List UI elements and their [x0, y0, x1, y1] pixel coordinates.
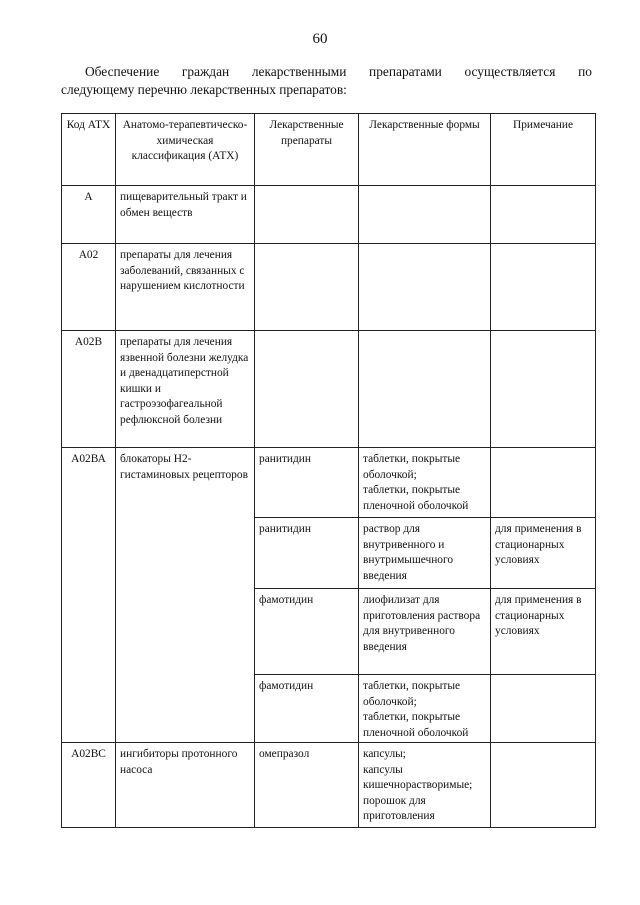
header-note: Примечание [491, 114, 596, 186]
note-cell: для применения в стационарных условиях [491, 589, 596, 675]
drug-name: ранитидин [255, 518, 359, 589]
intro-word: лекарственными [251, 64, 347, 79]
empty-cell [491, 244, 596, 331]
atx-code: А02В [62, 331, 116, 448]
drug-name: фамотидин [255, 675, 359, 743]
drug-name: ранитидин [255, 448, 359, 518]
atx-class-name: ингибиторы протонного насоса [116, 743, 255, 828]
header-forms: Лекарственные формы [359, 114, 491, 186]
drug-list-table [61, 113, 596, 828]
dosage-form: раствор для внутривенного и внутримышечного введения [359, 518, 491, 589]
intro-word: Обеспечение [85, 64, 160, 79]
atx-class-name: препараты для лечения язвенной болезни желудка и двенадцатиперстной кишки и гастроэзофагеальной рефлюксной болезни [116, 331, 255, 448]
atx-code: А02ВА [62, 448, 116, 743]
intro-paragraph [61, 63, 592, 99]
atx-code: А02 [62, 244, 116, 331]
dosage-form: лиофилизат для приготовления раствора для внутривенного введения [359, 589, 491, 675]
note-cell [491, 675, 596, 743]
atx-code: А02ВС [62, 743, 116, 828]
table-row [62, 244, 596, 331]
intro-word: препаратами [369, 64, 442, 79]
dosage-form: таблетки, покрытые оболочкой; таблетки, покрытые пленочной оболочкой [359, 675, 491, 743]
intro-line-2: следующему перечню лекарственных препаратов: [61, 82, 347, 97]
intro-line-1 [61, 63, 592, 81]
note-cell [491, 448, 596, 518]
atx-code: А [62, 186, 116, 244]
header-atx-class: Анатомо-терапевтическо-химическая классификация (АТХ) [116, 114, 255, 186]
dosage-form: капсулы; капсулы кишечнорастворимые; порошок для приготовления [359, 743, 491, 828]
table-header-row [62, 114, 596, 186]
empty-cell [359, 244, 491, 331]
empty-cell [255, 186, 359, 244]
table-row [62, 186, 596, 244]
header-drugs: Лекарственные препараты [255, 114, 359, 186]
intro-word: по [578, 64, 592, 79]
table-row [62, 743, 596, 828]
page-number: 60 [312, 31, 328, 47]
empty-cell [491, 186, 596, 244]
atx-class-name: пищеварительный тракт и обмен веществ [116, 186, 255, 244]
empty-cell [491, 331, 596, 448]
empty-cell [255, 331, 359, 448]
empty-cell [255, 244, 359, 331]
atx-class-name: блокаторы Н2-гистаминовых рецепторов [116, 448, 255, 743]
header-code: Код АТХ [62, 114, 116, 186]
table-row [62, 331, 596, 448]
drug-name: омепразол [255, 743, 359, 828]
drug-name: фамотидин [255, 589, 359, 675]
dosage-form: таблетки, покрытые оболочкой; таблетки, покрытые пленочной оболочкой [359, 448, 491, 518]
table-row [62, 448, 596, 518]
note-cell [491, 743, 596, 828]
note-cell: для применения в стационарных условиях [491, 518, 596, 589]
intro-word: осуществляется [464, 64, 556, 79]
empty-cell [359, 186, 491, 244]
intro-word: граждан [181, 64, 230, 79]
empty-cell [359, 331, 491, 448]
atx-class-name: препараты для лечения заболеваний, связанных с нарушением кислотности [116, 244, 255, 331]
